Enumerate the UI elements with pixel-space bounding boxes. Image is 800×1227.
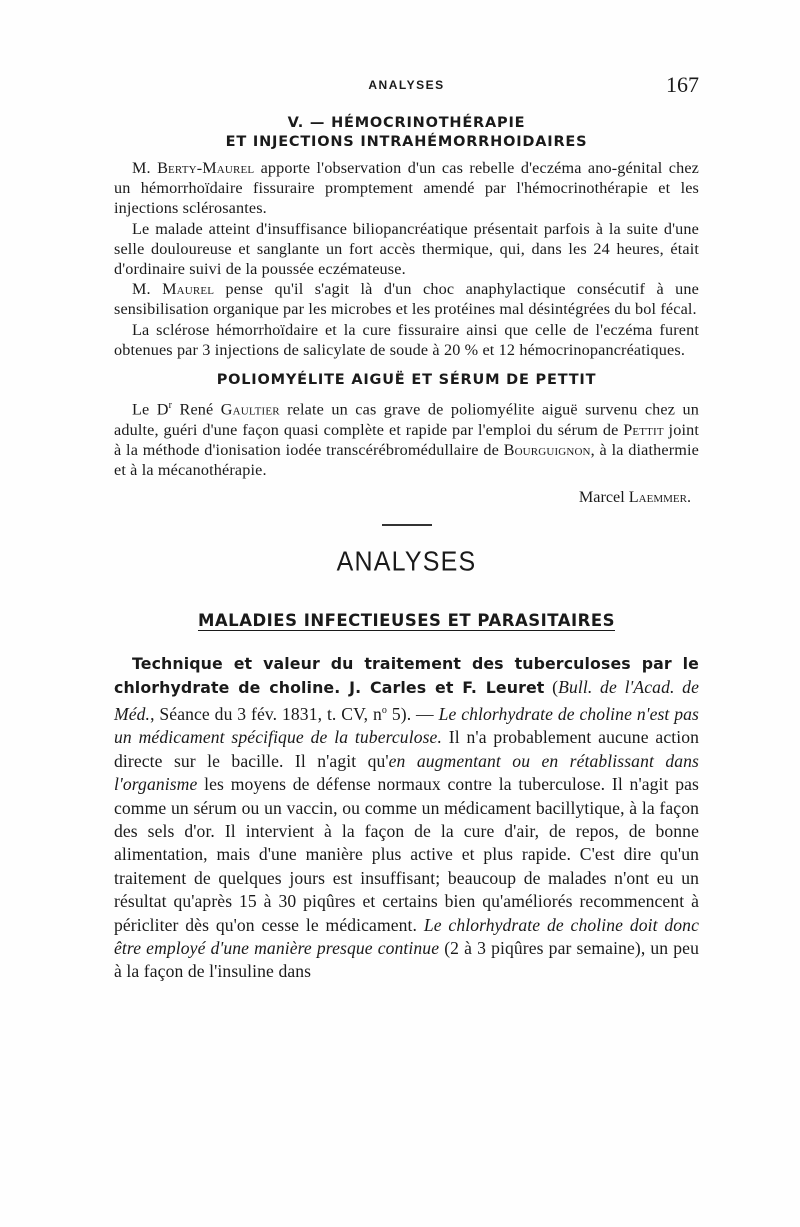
article-title: Technique et valeur du traitement des tuberculoses par le chlorhydrate de choline. J. Carles et F. Leuret xyxy=(114,654,699,697)
subsection-title: POLIOMYÉLITE AIGUË ET SÉRUM DE PETTIT xyxy=(216,372,597,389)
author-name: Gaultier xyxy=(220,400,280,419)
analysis-paragraph: Technique et valeur du traitement des tuberculoses par le chlorhydrate de choline. J. Carles et F. Leuret (Bull. de l'Acad. de Méd., Séance du 3 fév. 1831, t. CV, $n^o$ 5). — Le chlorhydrate de choline n'est pas un médicament spécifique de la tuberculose. Il n'a probablement aucune action directe sur le bacille. Il n'agit qu'en augmentant ou en rétablissant dans l'organisme les moyens de défense normaux contre la tuberculose. Il n'agit pas comme un sérum ou un vaccin, ou comme un médicament bacillytique, à la façon des sels d'or. Il intervient à la façon de la cure d'air, de repos, de bonne alimentation, mais d'une manière plus active et plus rapide. C'est dire qu'un traitement de quelques jours est insuffisant; beaucoup de malades n'ont eu un résultat qu'après 15 à 30 piqûres et certains bien qu'améliorés recommencent à péricliter dès qu'on cesse le médicament. Le chlorhydrate de choline doit donc être employé d'une manière presque continue (2 à 3 piqûres par semaine), un peu à la façon de l'insuline dans xyxy=(114,654,700,982)
divider xyxy=(382,524,432,526)
analyses-title: ANALYSES xyxy=(336,546,477,578)
page xyxy=(114,70,699,984)
paragraph: Le malade atteint d'insuffisance biliopancréatique présentait parfois à la suite d'une selle douloureuse et sanglante un fort accès thermique, qui, dans les 24 heures, était d'ordinaire suivi de la poussée eczémateuse. xyxy=(114,219,699,279)
section-title-line2: ET INJECTIONS INTRAHÉMORRHOIDAIRES xyxy=(225,134,588,150)
paragraph: M. Maurel pense qu'il s'agit là d'un choc anaphylactique consécutif à une sensibilisation organique par les microbes et les protéines mal désintégrées du bol fécal. xyxy=(114,280,700,319)
section-body xyxy=(114,158,699,360)
running-title: ANALYSES xyxy=(368,78,445,92)
author-name: Berty-Maurel xyxy=(157,159,255,177)
signature: Marcel Laemmer. xyxy=(578,488,691,507)
journal-ref: Bull. de l'Acad. de Méd. xyxy=(114,676,699,724)
author-name: Bourguignon xyxy=(503,440,591,459)
category-title: MALADIES INFECTIEUSES ET PARASITAIRES xyxy=(197,611,615,631)
section-title-line1: V. — HÉMOCRINOTHÉRAPIE xyxy=(287,115,526,131)
paragraph: La sclérose hémorrhoïdaire et la cure fissuraire ainsi que celle de l'eczéma furent obtenues par 3 injections de salicylate de soude à 20 % et 12 hémocrinopancréatiques. xyxy=(114,320,699,359)
page-number: 167 xyxy=(666,72,699,97)
author-name: Pettit xyxy=(623,420,664,439)
author-name: Maurel xyxy=(162,280,215,299)
paragraph: M. Berty-Maurel apporte l'observation d'un cas rebelle d'eczéma ano-génital chez un hémorrhoïdaire fissuraire promptement amendé par l'hémocrinothérapie et les injections sclérosantes. xyxy=(114,159,699,218)
paragraph: Le $D^r$ René Gaultier relate un cas grave de poliomyélite aiguë survenu chez un adulte, guéri d'une façon quasi complète et rapide par l'emploi du sérum de Pettit joint à la méthode d'ionisation iodée transcérébromédullaire de Bourguignon, à la diathermie et à la mécanothérapie. xyxy=(114,400,700,480)
running-head xyxy=(114,70,699,100)
